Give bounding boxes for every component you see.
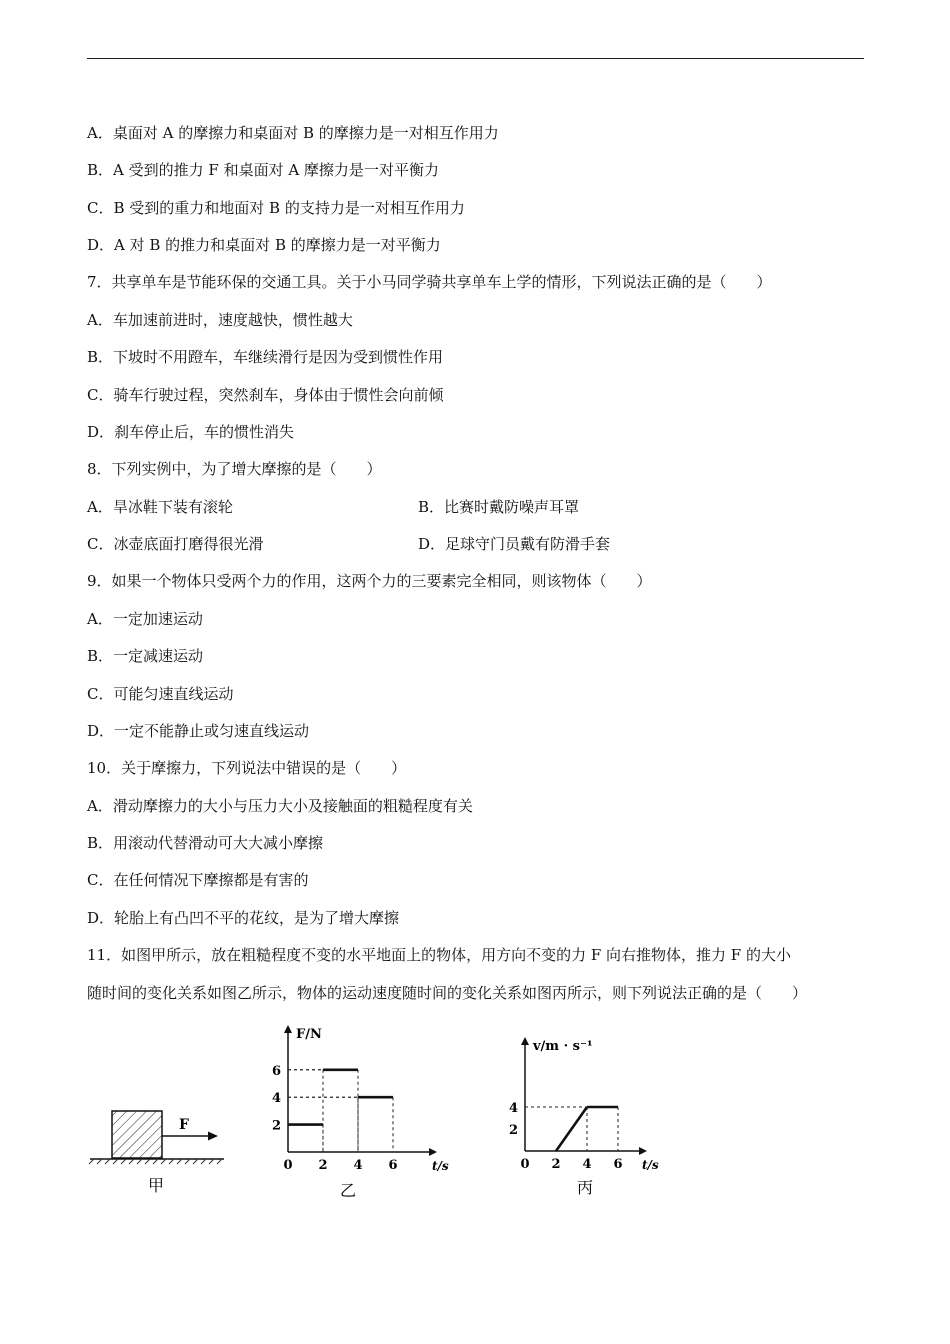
yi-x-tick-0: 0 [283,1158,293,1173]
bing-segment-1 [556,1107,587,1151]
q11-stem-line2: 随时间的变化关系如图乙所示，物体的运动速度随时间的变化关系如图丙所示，则下列说法正确的是（ ） [87,984,808,1002]
bing-y-tick-2: 2 [508,1123,518,1138]
bing-y-axis-arrow [521,1037,529,1045]
bing-x-tick-4: 4 [582,1157,592,1172]
q8-option-c: C．冰壶底面打磨得很光滑 [87,535,264,553]
bing-x-axis-arrow [639,1147,647,1155]
figure-caption-jia: 甲 [148,1176,165,1195]
yi-x-tick-4: 4 [353,1158,363,1173]
bing-x-tick-2: 2 [551,1157,561,1172]
q10-option-b: B．用滚动代替滑动可大大减小摩擦 [87,834,324,852]
q10-option-a: A．滑动摩擦力的大小与压力大小及接触面的粗糙程度有关 [87,797,473,815]
q7-option-b: B．下坡时不用蹬车，车继续滑行是因为受到惯性作用 [87,348,444,366]
q7-option-a: A．车加速前进时，速度越快，惯性越大 [87,311,353,329]
yi-x-axis-arrow [429,1148,437,1156]
q7-stem: 7．共享单车是节能环保的交通工具。关于小马同学骑共享单车上学的情形，下列说法正确的是（ ） [87,273,772,291]
q9-option-b: B．一定减速运动 [87,647,204,665]
yi-y-tick-4: 4 [271,1091,281,1107]
q9-option-c: C．可能匀速直线运动 [87,685,234,703]
q8-option-d: D．足球守门员戴有防滑手套 [418,535,611,553]
q7-option-d: D．刹车停止后，车的惯性消失 [87,423,295,441]
q9-stem: 9．如果一个物体只受两个力的作用，这两个力的三要素完全相同，则该物体（ ） [87,572,652,590]
header-rule [87,58,864,59]
q7-option-c: C．骑车行驶过程，突然刹车，身体由于惯性会向前倾 [87,386,444,404]
yi-x-tick-6: 6 [388,1158,398,1173]
yi-y-tick-2: 2 [271,1118,281,1134]
q10-stem: 10．关于摩擦力，下列说法中错误的是（ ） [87,759,407,777]
force-label: F [179,1117,189,1133]
q10-option-c: C．在任何情况下摩擦都是有害的 [87,871,309,889]
bing-x-axis-label: t/s [642,1158,659,1172]
q11-stem-line1: 11．如图甲所示，放在粗糙程度不变的水平地面上的物体，用方向不变的力 F 向右推物体，推力 F 的大小 [87,946,791,964]
q8-stem: 8．下列实例中，为了增大摩擦的是（ ） [87,460,382,478]
q10-option-d: D．轮胎上有凸凹不平的花纹，是为了增大摩擦 [87,909,400,927]
yi-x-axis-label: t/s [432,1159,449,1173]
q9-option-d: D．一定不能静止或匀速直线运动 [87,722,310,740]
block [112,1111,162,1158]
figure-caption-yi: 乙 [340,1181,357,1200]
yi-y-axis-arrow [284,1025,292,1033]
q9-option-a: A．一定加速运动 [87,610,203,628]
q8-option-a: A．旱冰鞋下装有滚轮 [87,498,233,516]
bing-x-tick-6: 6 [613,1157,623,1172]
chart-bing [509,1037,659,1172]
figure-jia [88,1100,228,1195]
q6-option-c: C．B 受到的重力和地面对 B 的支持力是一对相互作用力 [87,199,465,217]
figure-yi [268,1022,468,1200]
force-arrow-head [208,1132,218,1141]
bing-x-tick-0: 0 [520,1157,530,1172]
figure-bing [500,1036,670,1196]
q6-option-d: D．A 对 B 的推力和桌面对 B 的摩擦力是一对平衡力 [87,236,441,254]
bing-y-tick-4: 4 [508,1101,518,1116]
q6-option-a: A．桌面对 A 的摩擦力和桌面对 B 的摩擦力是一对相互作用力 [87,124,499,142]
q8-option-b: B．比赛时戴防噪声耳罩 [418,498,580,516]
figure-caption-bing: 丙 [577,1178,594,1196]
bing-y-axis-label: v/m · s⁻¹ [533,1039,593,1054]
yi-y-tick-6: 6 [271,1063,281,1079]
yi-x-tick-2: 2 [318,1158,328,1173]
chart-yi [272,1025,449,1173]
q6-option-b: B．A 受到的推力 F 和桌面对 A 摩擦力是一对平衡力 [87,161,439,179]
yi-y-axis-label: F/N [296,1027,322,1042]
